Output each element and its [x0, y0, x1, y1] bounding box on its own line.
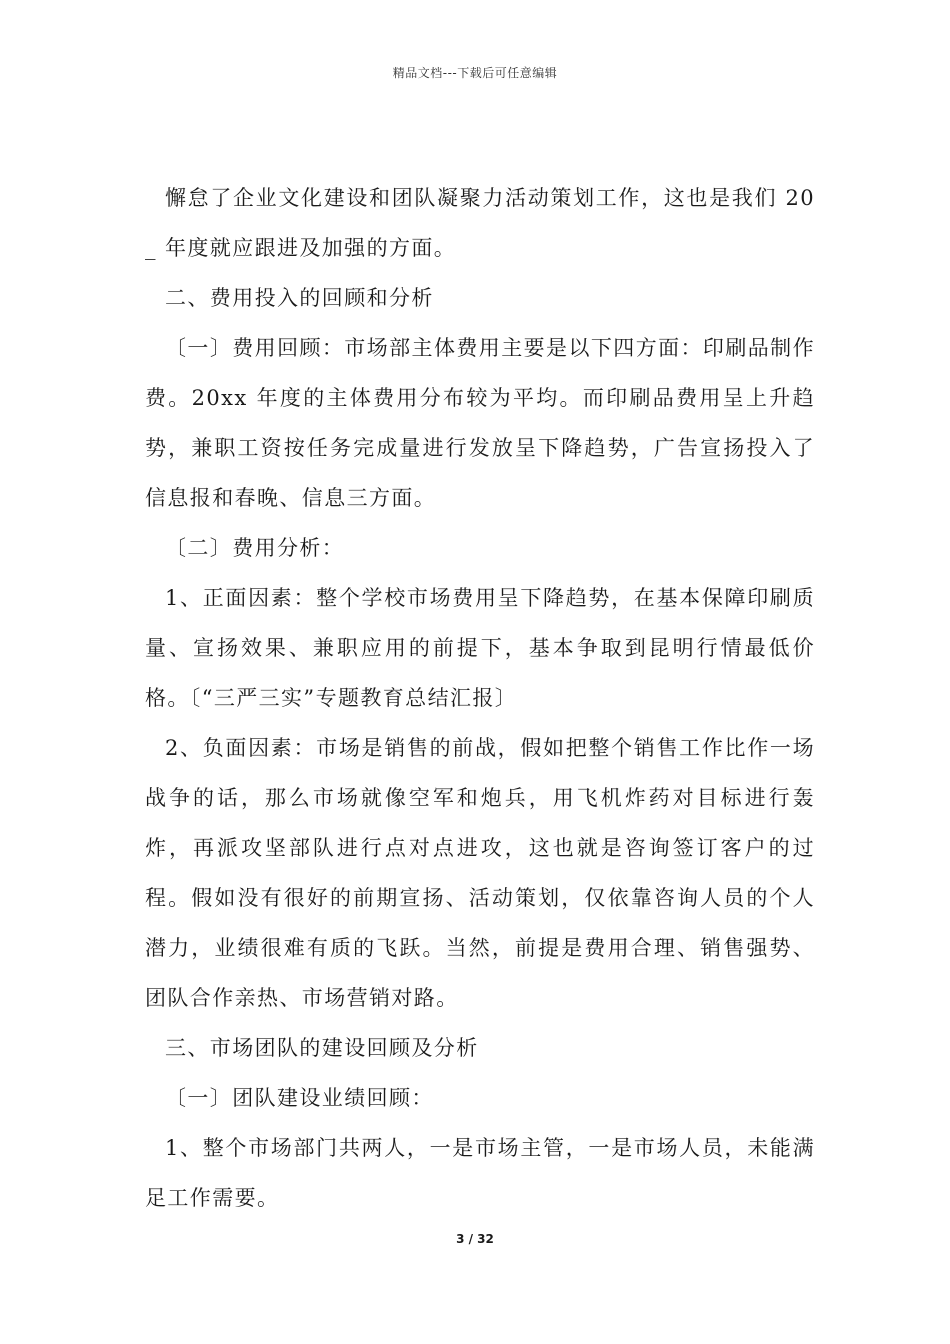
document-body	[145, 173, 815, 1223]
section-heading-2: 二、费用投入的回顾和分析	[165, 286, 434, 310]
paragraph-cost-review: 〔一〕费用回顾：市场部主体费用主要是以下四方面：印刷品制作费。20xx 年度的主体费用分布较为平均。而印刷品费用呈上升趋势，兼职工资按任务完成量进行发放呈下降趋势，广告宣扬投入了信息报和春晚、信息三方面。	[145, 336, 815, 510]
paragraph-team-members: 1、整个市场部门共两人，一是市场主管，一是市场人员，未能满足工作需要。	[145, 1136, 815, 1210]
page-number: 3 / 32	[456, 1232, 494, 1246]
subheading-team-review: 〔一〕团队建设业绩回顾：	[165, 1086, 434, 1110]
paragraph-negative-factors: 2、负面因素：市场是销售的前战，假如把整个销售工作比作一场战争的话，那么市场就像空军和炮兵，用飞机炸药对目标进行轰炸，再派攻坚部队进行点对点进攻，这也就是咨询签订客户的过程。假如没有很好的前期宣扬、活动策划，仅依靠咨询人员的个人潜力，业绩很难有质的飞跃。当然，前提是费用合理、销售强势、团队合作亲热、市场营销对路。	[145, 736, 815, 1010]
subheading-cost-analysis: 〔二〕费用分析：	[165, 536, 345, 560]
section-heading-3: 三、市场团队的建设回顾及分析	[165, 1036, 479, 1060]
page-header: 精品文档---下载后可任意编辑	[392, 66, 558, 80]
paragraph-1: 懈怠了企业文化建设和团队凝聚力活动策划工作，这也是我们 20_ 年度就应跟进及加强的方面。	[145, 186, 815, 260]
paragraph-positive-factors: 1、正面因素：整个学校市场费用呈下降趋势，在基本保障印刷质量、宣扬效果、兼职应用的前提下，基本争取到昆明行情最低价格。〔“三严三实”专题教育总结汇报〕	[145, 586, 815, 710]
